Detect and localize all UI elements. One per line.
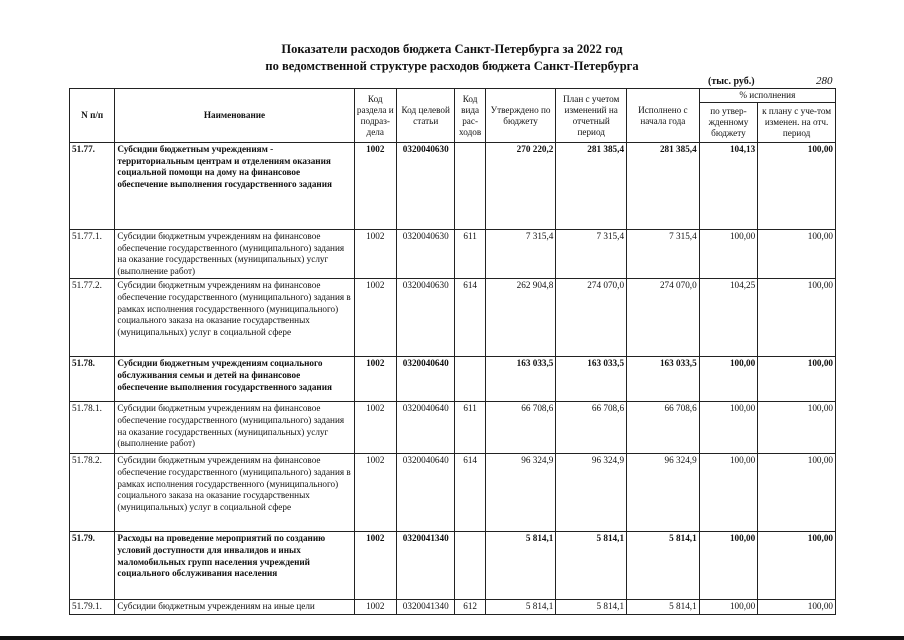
cell-num: 51.78.2. — [70, 454, 115, 532]
cell-pct-plan: 100,00 — [758, 279, 836, 357]
units-label: (тыс. руб.) — [708, 76, 755, 87]
document-title: Показатели расходов бюджета Санкт-Петербурга за 2022 год — [281, 42, 623, 56]
cell-plan: 66 708,6 — [556, 402, 627, 454]
cell-vid — [455, 143, 485, 230]
header-pct-budget: по утвер-жденному бюджету — [699, 103, 758, 143]
cell-razdel: 1002 — [354, 230, 396, 279]
cell-num: 51.79. — [70, 532, 115, 600]
cell-utv: 262 904,8 — [485, 279, 556, 357]
header-statya: Код целевой статьи — [396, 89, 455, 143]
cell-pct-plan: 100,00 — [758, 230, 836, 279]
cell-pct-plan: 100,00 — [758, 600, 836, 615]
cell-pct-budget: 100,00 — [699, 532, 758, 600]
cell-pct-budget: 100,00 — [699, 357, 758, 402]
cell-pct-budget: 100,00 — [699, 454, 758, 532]
table-row — [70, 532, 836, 600]
table-row — [70, 600, 836, 615]
cell-isp: 96 324,9 — [627, 454, 700, 532]
table-row — [70, 143, 836, 230]
cell-isp: 66 708,6 — [627, 402, 700, 454]
cell-name: Субсидии бюджетным учреждениям на финансовое обеспечение государственного (муниципального) задания на оказание государственных (муниципальных) услуг (выполнение работ) — [115, 230, 354, 279]
budget-table — [69, 88, 836, 615]
cell-vid — [455, 357, 485, 402]
cell-razdel: 1002 — [354, 532, 396, 600]
cell-pct-plan: 100,00 — [758, 143, 836, 230]
cell-razdel: 1002 — [354, 600, 396, 615]
cell-name: Субсидии бюджетным учреждениям на иные цели — [115, 600, 354, 615]
header-num: N п/п — [70, 89, 115, 143]
cell-pct-plan: 100,00 — [758, 532, 836, 600]
cell-plan: 5 814,1 — [556, 532, 627, 600]
cell-plan: 274 070,0 — [556, 279, 627, 357]
cell-plan: 7 315,4 — [556, 230, 627, 279]
cell-isp: 7 315,4 — [627, 230, 700, 279]
cell-plan: 5 814,1 — [556, 600, 627, 615]
cell-name: Расходы на проведение мероприятий по созданию условий доступности для инвалидов и иных маломобильных групп населения учреждений социального обслуживания населения — [115, 532, 354, 600]
document-subtitle: по ведомственной структуре расходов бюджета Санкт-Петербурга — [265, 59, 639, 73]
cell-statya: 0320040640 — [396, 454, 455, 532]
cell-vid: 614 — [455, 454, 485, 532]
cell-name: Субсидии бюджетным учреждениям социального обслуживания семьи и детей на финансовое обеспечение выполнения государственного задания — [115, 357, 354, 402]
cell-plan: 163 033,5 — [556, 357, 627, 402]
cell-num: 51.77.1. — [70, 230, 115, 279]
cell-num: 51.77.2. — [70, 279, 115, 357]
cell-pct-budget: 104,25 — [699, 279, 758, 357]
cell-isp: 5 814,1 — [627, 600, 700, 615]
cell-utv: 163 033,5 — [485, 357, 556, 402]
header-utv: Утверждено по бюджету — [485, 89, 556, 143]
cell-statya: 0320041340 — [396, 532, 455, 600]
cell-vid: 611 — [455, 230, 485, 279]
cell-num: 51.78.1. — [70, 402, 115, 454]
cell-pct-plan: 100,00 — [758, 402, 836, 454]
cell-plan: 281 385,4 — [556, 143, 627, 230]
cell-vid — [455, 532, 485, 600]
cell-pct-plan: 100,00 — [758, 357, 836, 402]
table-row — [70, 279, 836, 357]
cell-vid: 612 — [455, 600, 485, 615]
header-isp: Исполнено с начала года — [627, 89, 700, 143]
table-row — [70, 357, 836, 402]
cell-statya: 0320041340 — [396, 600, 455, 615]
cell-pct-budget: 100,00 — [699, 230, 758, 279]
header-razdel: Код раздела и подраз-дела — [354, 89, 396, 143]
cell-statya: 0320040630 — [396, 143, 455, 230]
cell-razdel: 1002 — [354, 402, 396, 454]
cell-statya: 0320040640 — [396, 357, 455, 402]
cell-name: Субсидии бюджетным учреждениям на финансовое обеспечение государственного (муниципального) задания в рамках исполнения государственного (муниципального) социального заказа на оказание государственных (муниципальных) услуг в социальной сфере — [115, 454, 354, 532]
cell-name: Субсидии бюджетным учреждениям - территориальным центрам и отделениям оказания социальной помощи на дому на финансовое обеспечение выполнения государственного задания — [115, 143, 354, 230]
scan-edge — [0, 636, 904, 640]
cell-razdel: 1002 — [354, 357, 396, 402]
cell-num: 51.79.1. — [70, 600, 115, 615]
cell-utv: 96 324,9 — [485, 454, 556, 532]
cell-num: 51.77. — [70, 143, 115, 230]
cell-pct-plan: 100,00 — [758, 454, 836, 532]
cell-razdel: 1002 — [354, 279, 396, 357]
table-row — [70, 402, 836, 454]
cell-name: Субсидии бюджетным учреждениям на финансовое обеспечение государственного (муниципального) задания на оказание государственных (муниципальных) услуг (выполнение работ) — [115, 402, 354, 454]
cell-razdel: 1002 — [354, 454, 396, 532]
cell-name: Субсидии бюджетным учреждениям на финансовое обеспечение государственного (муниципального) задания в рамках исполнения государственного (муниципального) социального заказа на оказание государственных (муниципальных) услуг в социальной сфере — [115, 279, 354, 357]
cell-pct-budget: 100,00 — [699, 600, 758, 615]
cell-utv: 7 315,4 — [485, 230, 556, 279]
header-plan: План с учетом изменений на отчетный период — [556, 89, 627, 143]
header-pct-plan: к плану с уче-том изменен. на отч. период — [758, 103, 836, 143]
cell-vid: 611 — [455, 402, 485, 454]
cell-razdel: 1002 — [354, 143, 396, 230]
cell-utv: 5 814,1 — [485, 532, 556, 600]
cell-isp: 274 070,0 — [627, 279, 700, 357]
cell-utv: 66 708,6 — [485, 402, 556, 454]
cell-pct-budget: 104,13 — [699, 143, 758, 230]
cell-statya: 0320040640 — [396, 402, 455, 454]
cell-statya: 0320040630 — [396, 230, 455, 279]
cell-plan: 96 324,9 — [556, 454, 627, 532]
cell-isp: 163 033,5 — [627, 357, 700, 402]
header-vid: Код вида рас-ходов — [455, 89, 485, 143]
cell-isp: 5 814,1 — [627, 532, 700, 600]
cell-pct-budget: 100,00 — [699, 402, 758, 454]
cell-vid: 614 — [455, 279, 485, 357]
cell-num: 51.78. — [70, 357, 115, 402]
header-name: Наименование — [115, 89, 354, 143]
table-row — [70, 230, 836, 279]
table-row — [70, 454, 836, 532]
cell-utv: 5 814,1 — [485, 600, 556, 615]
cell-isp: 281 385,4 — [627, 143, 700, 230]
header-pct-group: % исполнения — [699, 89, 835, 103]
cell-statya: 0320040630 — [396, 279, 455, 357]
page-number: 280 — [816, 75, 833, 87]
cell-utv: 270 220,2 — [485, 143, 556, 230]
